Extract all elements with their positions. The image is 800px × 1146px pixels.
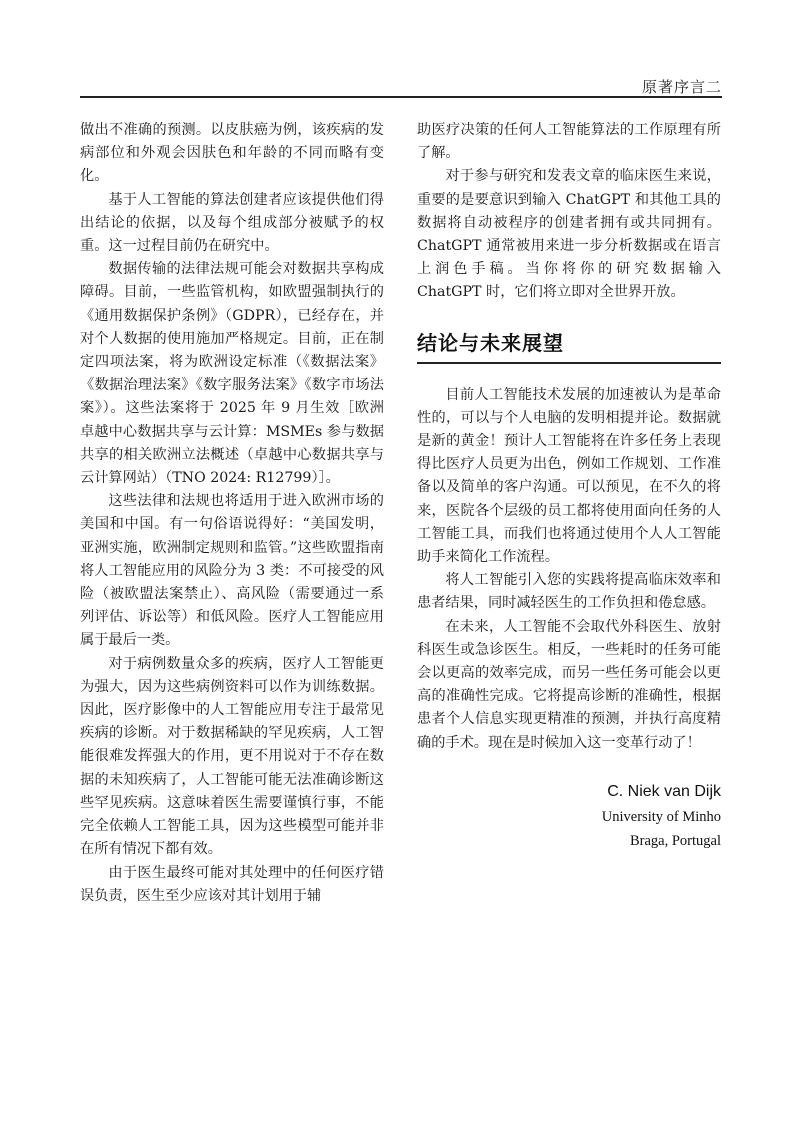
body-paragraph: 由于医生最终可能对其处理中的任何医疗错误负责，医生至少应该对其计划用于辅 [80,864,384,904]
body-paragraph: 对于病例数量众多的疾病，医疗人工智能更为强大，因为这些病例资料可以作为训练数据。因此，医疗影像中的人工智能应用专注于最常见疾病的诊断。对于数据稀缺的罕见疾病，人工智能很难发挥强大的作用，更不用说对于不存在数据的未知疾病了，人工智能可能无法准确诊断这些罕见疾病。这意味着医生需要谨慎行事，不能完全依赖人工智能工具，因为这些模型可能并非在所有情况下都有效。 [80,655,384,858]
signature-affiliation: University of Minho [601,808,721,825]
running-header-title: 原著序言二 [641,78,722,96]
header-rule [80,96,722,98]
section-heading: 结论与未来展望 [417,327,721,364]
signature-name: C. Niek van Dijk [607,782,721,800]
signature-block [417,779,721,853]
signature-location: Braga, Portugal [629,832,721,849]
body-paragraph: 目前人工智能技术发展的加速被认为是革命性的，可以与个人电脑的发明相提并论。数据就是新的黄金！预计人工智能将在许多任务上表现得比医疗人员更为出色，例如工作规划、工作准备以及简单的客户沟通。可以预见，在不久的将来，医院各个层级的员工都将使用面向任务的人工智能工具，而我们也将通过使用个人人工智能助手来简化工作流程。 [417,386,721,566]
left-column [80,119,384,908]
body-paragraph: 对于参与研究和发表文章的临床医生来说，重要的是要意识到输入 ChatGPT 和其他工具的数据将自动被程序的创建者拥有或共同拥有。ChatGPT 通常被用来进一步分析数据或在语言上润色手稿。当你将你的研究数据输入 ChatGPT 时，它们将立即对全世界开放。 [417,168,721,301]
body-paragraph: 将人工智能引入您的实践将提高临床效率和患者结果，同时减轻医生的工作负担和倦怠感。 [417,572,721,612]
body-paragraph: 数据传输的法律法规可能会对数据共享构成障碍。目前，一些监管机构，如欧盟强制执行的《通用数据保护条例》（GDPR），已经存在，并对个人数据的使用施加严格规定。目前，正在制定四项法案，将为欧洲设定标准（《数据法案》《数据治理法案》《数字服务法案》《数字市场法案》）。这些法案将于 2025 年 9 月生效［欧洲卓越中心数据共享与云计算：MSMEs 参与数据共享的相关欧洲立法概述（卓越中心数据共享与云计算网站）（TNO 2024: R12799）］。 [80,261,384,487]
body-paragraph: 这些法律和法规也将适用于进入欧洲市场的美国和中国。有一句俗语说得好：“美国发明，亚洲实施，欧洲制定规则和监管。”这些欧盟指南将人工智能应用的风险分为 3 类：不可接受的风险（被欧盟法案禁止）、高风险（需要通过一系列评估、诉讼等）和低风险。医疗人工智能应用属于最后一类。 [80,493,384,649]
right-column [417,119,721,853]
body-paragraph: 基于人工智能的算法创建者应该提供他们得出结论的依据，以及每个组成部分被赋予的权重。这一过程目前仍在研究中。 [80,191,384,255]
section-gap [417,364,721,384]
body-paragraph: 在未来，人工智能不会取代外科医生、放射科医生或急诊医生。相反，一些耗时的任务可能会以更高的效率完成，而另一些任务可能会以更高的准确性完成。它将提高诊断的准确性，根据患者个人信息实现更精准的预测，并执行高度精确的手术。现在是时候加入这一变革行动了！ [417,618,721,751]
body-paragraph: 做出不准确的预测。以皮肤癌为例，该疾病的发病部位和外观会因肤色和年龄的不同而略有变化。 [80,122,384,185]
body-paragraph: 助医疗决策的任何人工智能算法的工作原理有所了解。 [417,122,721,162]
